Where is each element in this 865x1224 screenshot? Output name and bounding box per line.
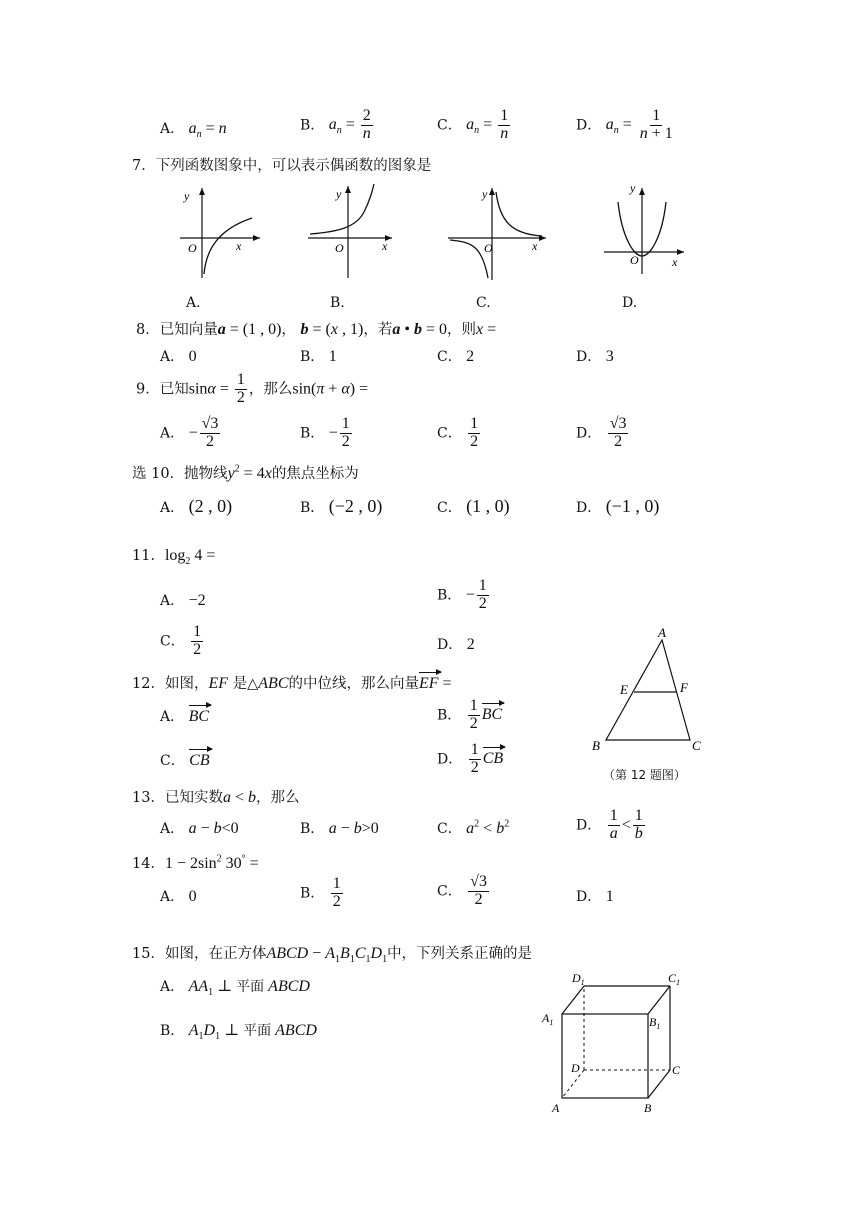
svg-text:C: C <box>692 738 701 753</box>
q13-option-a: A． a − b<0 <box>160 820 239 837</box>
q10-stem-text: 选 10．抛物线 <box>132 466 228 482</box>
q10-option-b: B． (−2 , 0) <box>300 496 383 516</box>
q6-option-b: B． $a_n$ = $\frac{2}{n}$ <box>300 107 371 142</box>
svg-text:x: x <box>672 255 678 269</box>
q11-option-c: C． $\frac{1}{2}$ <box>160 623 202 658</box>
q10-option-c: C． (1 , 0) <box>437 496 510 516</box>
svg-text:B: B <box>644 1101 652 1115</box>
svg-text:O: O <box>484 241 493 255</box>
q6-option-d: D． $a_n$ = $\frac{1}{n + 1}$ <box>576 107 673 142</box>
svg-text:x: x <box>532 239 538 253</box>
svg-text:A: A <box>658 625 666 640</box>
q14-option-b: B． $\frac{1}{2}$ <box>300 875 341 910</box>
q8-option-a: A． 0 <box>160 348 197 365</box>
q7-stem: 7．下列函数图象中，可以表示偶函数的图象是 <box>132 158 432 174</box>
svg-text:y: y <box>630 181 636 195</box>
q9-option-a: A． − $\frac{√3}{2}$ <box>160 415 219 450</box>
svg-text:y: y <box>336 187 342 201</box>
q10-stem-text-end: 的焦点坐标为 <box>271 466 359 482</box>
q7-graph-d <box>600 180 690 275</box>
q7-label-a: A. <box>186 295 201 311</box>
option-label: D． <box>576 117 602 134</box>
q8-stem-comma: ， <box>281 322 296 338</box>
q9-stem-then: ，那么 <box>248 381 293 398</box>
q11-option-b: B． − $\frac{1}{2}$ <box>437 577 487 612</box>
q8-stem: 8．已知向量a = (1 , 0)， b = (x , 1)，若a • b = 0，则x = <box>136 321 497 338</box>
svg-text:F: F <box>680 680 688 695</box>
q8-option-c: C． 2 <box>437 348 475 365</box>
svg-text:B1: $B_1$ <box>649 1015 661 1031</box>
q15-stem-text: 15．如图，在正方体 <box>132 946 267 962</box>
q13-option-d: D． $\frac{1}{a}$ < $\frac{1}{b}$ <box>576 807 643 842</box>
q8-option-d: D． 3 <box>576 348 614 365</box>
q9-option-d: D． $\frac{√3}{2}$ <box>576 415 627 450</box>
q15-stem-text-end: 中，下列关系正确的是 <box>387 946 533 962</box>
q8-option-b: B． 1 <box>300 348 337 365</box>
option-label: B． <box>300 117 325 134</box>
option-label: C． <box>437 117 462 134</box>
q6-option-a: A． $a_n = n$ <box>160 120 227 141</box>
q14-option-a: A． 0 <box>160 888 197 905</box>
q7-label-b: B. <box>330 295 345 311</box>
option-label: A． <box>160 121 185 137</box>
q10-option-a: A． (2 , 0) <box>160 496 233 516</box>
q13-stem: 13．已知实数a < b，那么 <box>132 789 300 806</box>
q7-graph-b <box>306 180 396 280</box>
q12-stem-text: 12．如图， <box>132 676 209 692</box>
q12-stem-text-mid: 是△ <box>232 676 259 692</box>
q9-option-c: C． $\frac{1}{2}$ <box>437 415 479 450</box>
q13-stem-then: ，那么 <box>255 790 300 806</box>
svg-text:D1: $D_1$ <box>572 971 585 987</box>
q14-stem-text: 14． <box>132 856 165 872</box>
q12-option-a: A． BC <box>160 708 210 725</box>
q12-caption: （第 12 题图） <box>603 768 686 782</box>
q13-option-c: C． $a^2 < b^2$ <box>437 818 510 837</box>
svg-text:C: C <box>672 1063 681 1077</box>
q9-option-b: B． − $\frac{1}{2}$ <box>300 415 350 450</box>
q8-stem-text: 8．已知向量 <box>136 322 218 338</box>
q11-stem: 11．$\log_2 4$ = <box>132 547 216 568</box>
svg-text:E: E <box>620 682 628 697</box>
q12-option-c: C． CB <box>160 752 210 769</box>
svg-text:O: O <box>335 241 344 255</box>
svg-text:y: y <box>482 187 488 201</box>
svg-text:C1: $C_1$ <box>668 971 681 987</box>
svg-text:x: x <box>382 239 388 253</box>
q7-graph-c <box>446 182 556 282</box>
q6-option-c: C． $a_n$ = $\frac{1}{n}$ <box>437 107 509 142</box>
q12-stem-text-end: 的中位线，那么向量 <box>288 676 419 692</box>
q9-stem: 9．已知sinα = $\frac{1}{2}$ ，那么sin(π + α) = <box>136 371 369 406</box>
q11-option-d: D． 2 <box>437 636 475 653</box>
q11-option-a: A． −2 <box>160 592 206 609</box>
q7-label-c: C. <box>476 295 491 311</box>
q13-option-b: B． a − b>0 <box>300 820 379 837</box>
q8-stem-if: ，若 <box>363 322 393 338</box>
svg-text:x: x <box>236 239 242 253</box>
q12-triangle-figure <box>588 624 708 754</box>
q14-option-d: D． 1 <box>576 888 614 905</box>
svg-text:B: B <box>592 738 600 753</box>
svg-text:y: y <box>184 189 190 203</box>
q8-stem-then: ，则 <box>446 322 476 338</box>
q11-stem-text: 11． <box>132 548 165 564</box>
svg-text:A: A <box>552 1101 560 1115</box>
q15-cube-figure <box>538 966 688 1121</box>
q9-stem-text: 9．已知 <box>136 381 189 398</box>
q14-option-c: C． $\frac{√3}{2}$ <box>437 873 487 908</box>
q10-option-d: D． (−1 , 0) <box>576 496 660 516</box>
q12-option-d: D． $\frac{1}{2}$ CB <box>437 741 504 776</box>
svg-text:O: O <box>188 241 197 255</box>
svg-text:A1: $A_1$ <box>542 1011 554 1027</box>
q15-stem: 15．如图，在正方体ABCD − $A_1B_1C_1D_1$中，下列关系正确的是 <box>132 945 533 966</box>
q7-graph-a <box>176 182 266 282</box>
q12-option-b: B． $\frac{1}{2}$ BC <box>437 697 503 732</box>
svg-text:D: D <box>571 1061 580 1075</box>
q7-label-d: D. <box>622 295 638 311</box>
q13-stem-text: 13．已知实数 <box>132 790 223 806</box>
q15-option-b: B． $A_1D_1$ ⊥ 平面 ABCD <box>160 1022 317 1043</box>
q14-stem: 14．$1 - 2\sin^2$ 30° = <box>132 853 259 872</box>
q12-stem: 12．如图，EF 是△ABC的中位线，那么向量EF = <box>132 675 452 692</box>
q10-stem: 选 10．抛物线$y^2 = 4x$的焦点坐标为 <box>132 463 359 482</box>
q15-option-a: A． $AA_1$ ⊥ 平面 ABCD <box>160 978 310 999</box>
svg-text:O: O <box>630 253 639 267</box>
